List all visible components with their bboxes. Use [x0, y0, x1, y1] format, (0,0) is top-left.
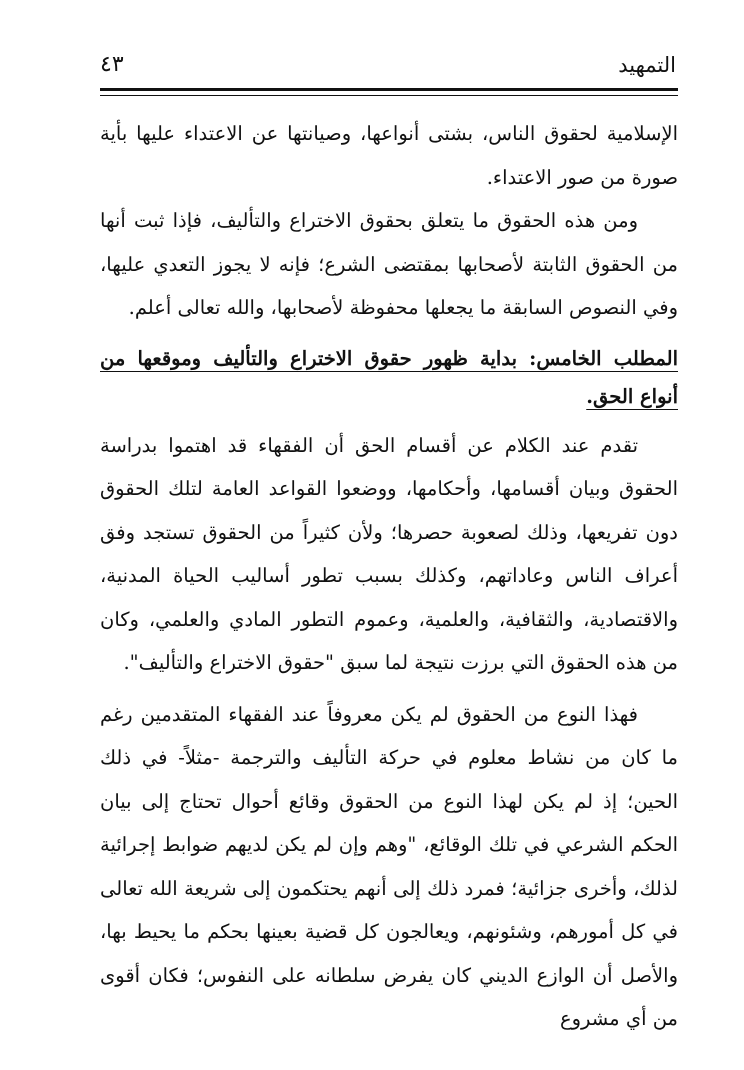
running-header — [100, 46, 676, 80]
spacer — [100, 685, 678, 693]
paragraph-continuation: الإسلامية لحقوق الناس، بشتى أنواعها، وصيانتها عن الاعتداء عليها بأية صورة من صور الاعتداء. — [100, 122, 678, 189]
paragraph-rights-of-invention: ومن هذه الحقوق ما يتعلق بحقوق الاختراع والتأليف، فإذا ثبت أنها من الحقوق الثابتة لأصحابها بمقتضى الشرع؛ فإنه لا يجوز التعدي عليها، وفي النصوص السابقة ما يجعلها محفوظة لأصحابها، والله تعالى أعلم. — [100, 209, 678, 319]
header-rule-secondary — [100, 95, 678, 96]
header-title: التمهيد — [618, 53, 676, 77]
section-heading: المطلب الخامس: بداية ظهور حقوق الاختراع والتأليف وموقعها من أنواع الحق. — [100, 346, 678, 408]
paragraph-jurists-rights: تقدم عند الكلام عن أقسام الحق أن الفقهاء قد اهتموا بدراسة الحقوق وبيان أقسامها، وأحكامها، ووضعوا القواعد العامة لتلك الحقوق دون تفريعها، وذلك لصعوبة حصرها؛ ولأن كثيراً من الحقوق تستجد وفق أعراف الناس وعاداتهم، وكذلك بسبب تطور أساليب الحياة المدنية، والاقتصادية، والثقافية، والعلمية، وعموم التطور المادي والعلمي، وكان من هذه الحقوق التي برزت نتيجة لما سبق "حقوق الاختراع والتأليف". — [100, 433, 678, 674]
header-rule — [100, 88, 678, 91]
paragraph-new-right-type: فهذا النوع من الحقوق لم يكن معروفاً عند الفقهاء المتقدمين رغم ما كان من نشاط معلوم في حركة التأليف والترجمة -مثلاً- في ذلك الحين؛ إذ لم يكن لهذا النوع من الحقوق وقائع أحوال تحتاج إلى بيان الحكم الشرعي في تلك الوقائع، "وهم وإن لم يكن لديهم ضوابط إجرائية لذلك، وأخرى جزائية؛ فمرد ذلك إلى أنهم يحتكمون إلى شريعة الله تعالى في كل أمورهم، وشئونهم، ويعالجون كل قضية بعينها بحكم ما يحيط بها، والأصل أن الوازع الديني كان يفرض سلطانه على النفوس؛ فكان أقوى من أي مشروع — [100, 702, 678, 1030]
page-number: ٤٣ — [100, 52, 124, 77]
body-text — [100, 112, 678, 1041]
